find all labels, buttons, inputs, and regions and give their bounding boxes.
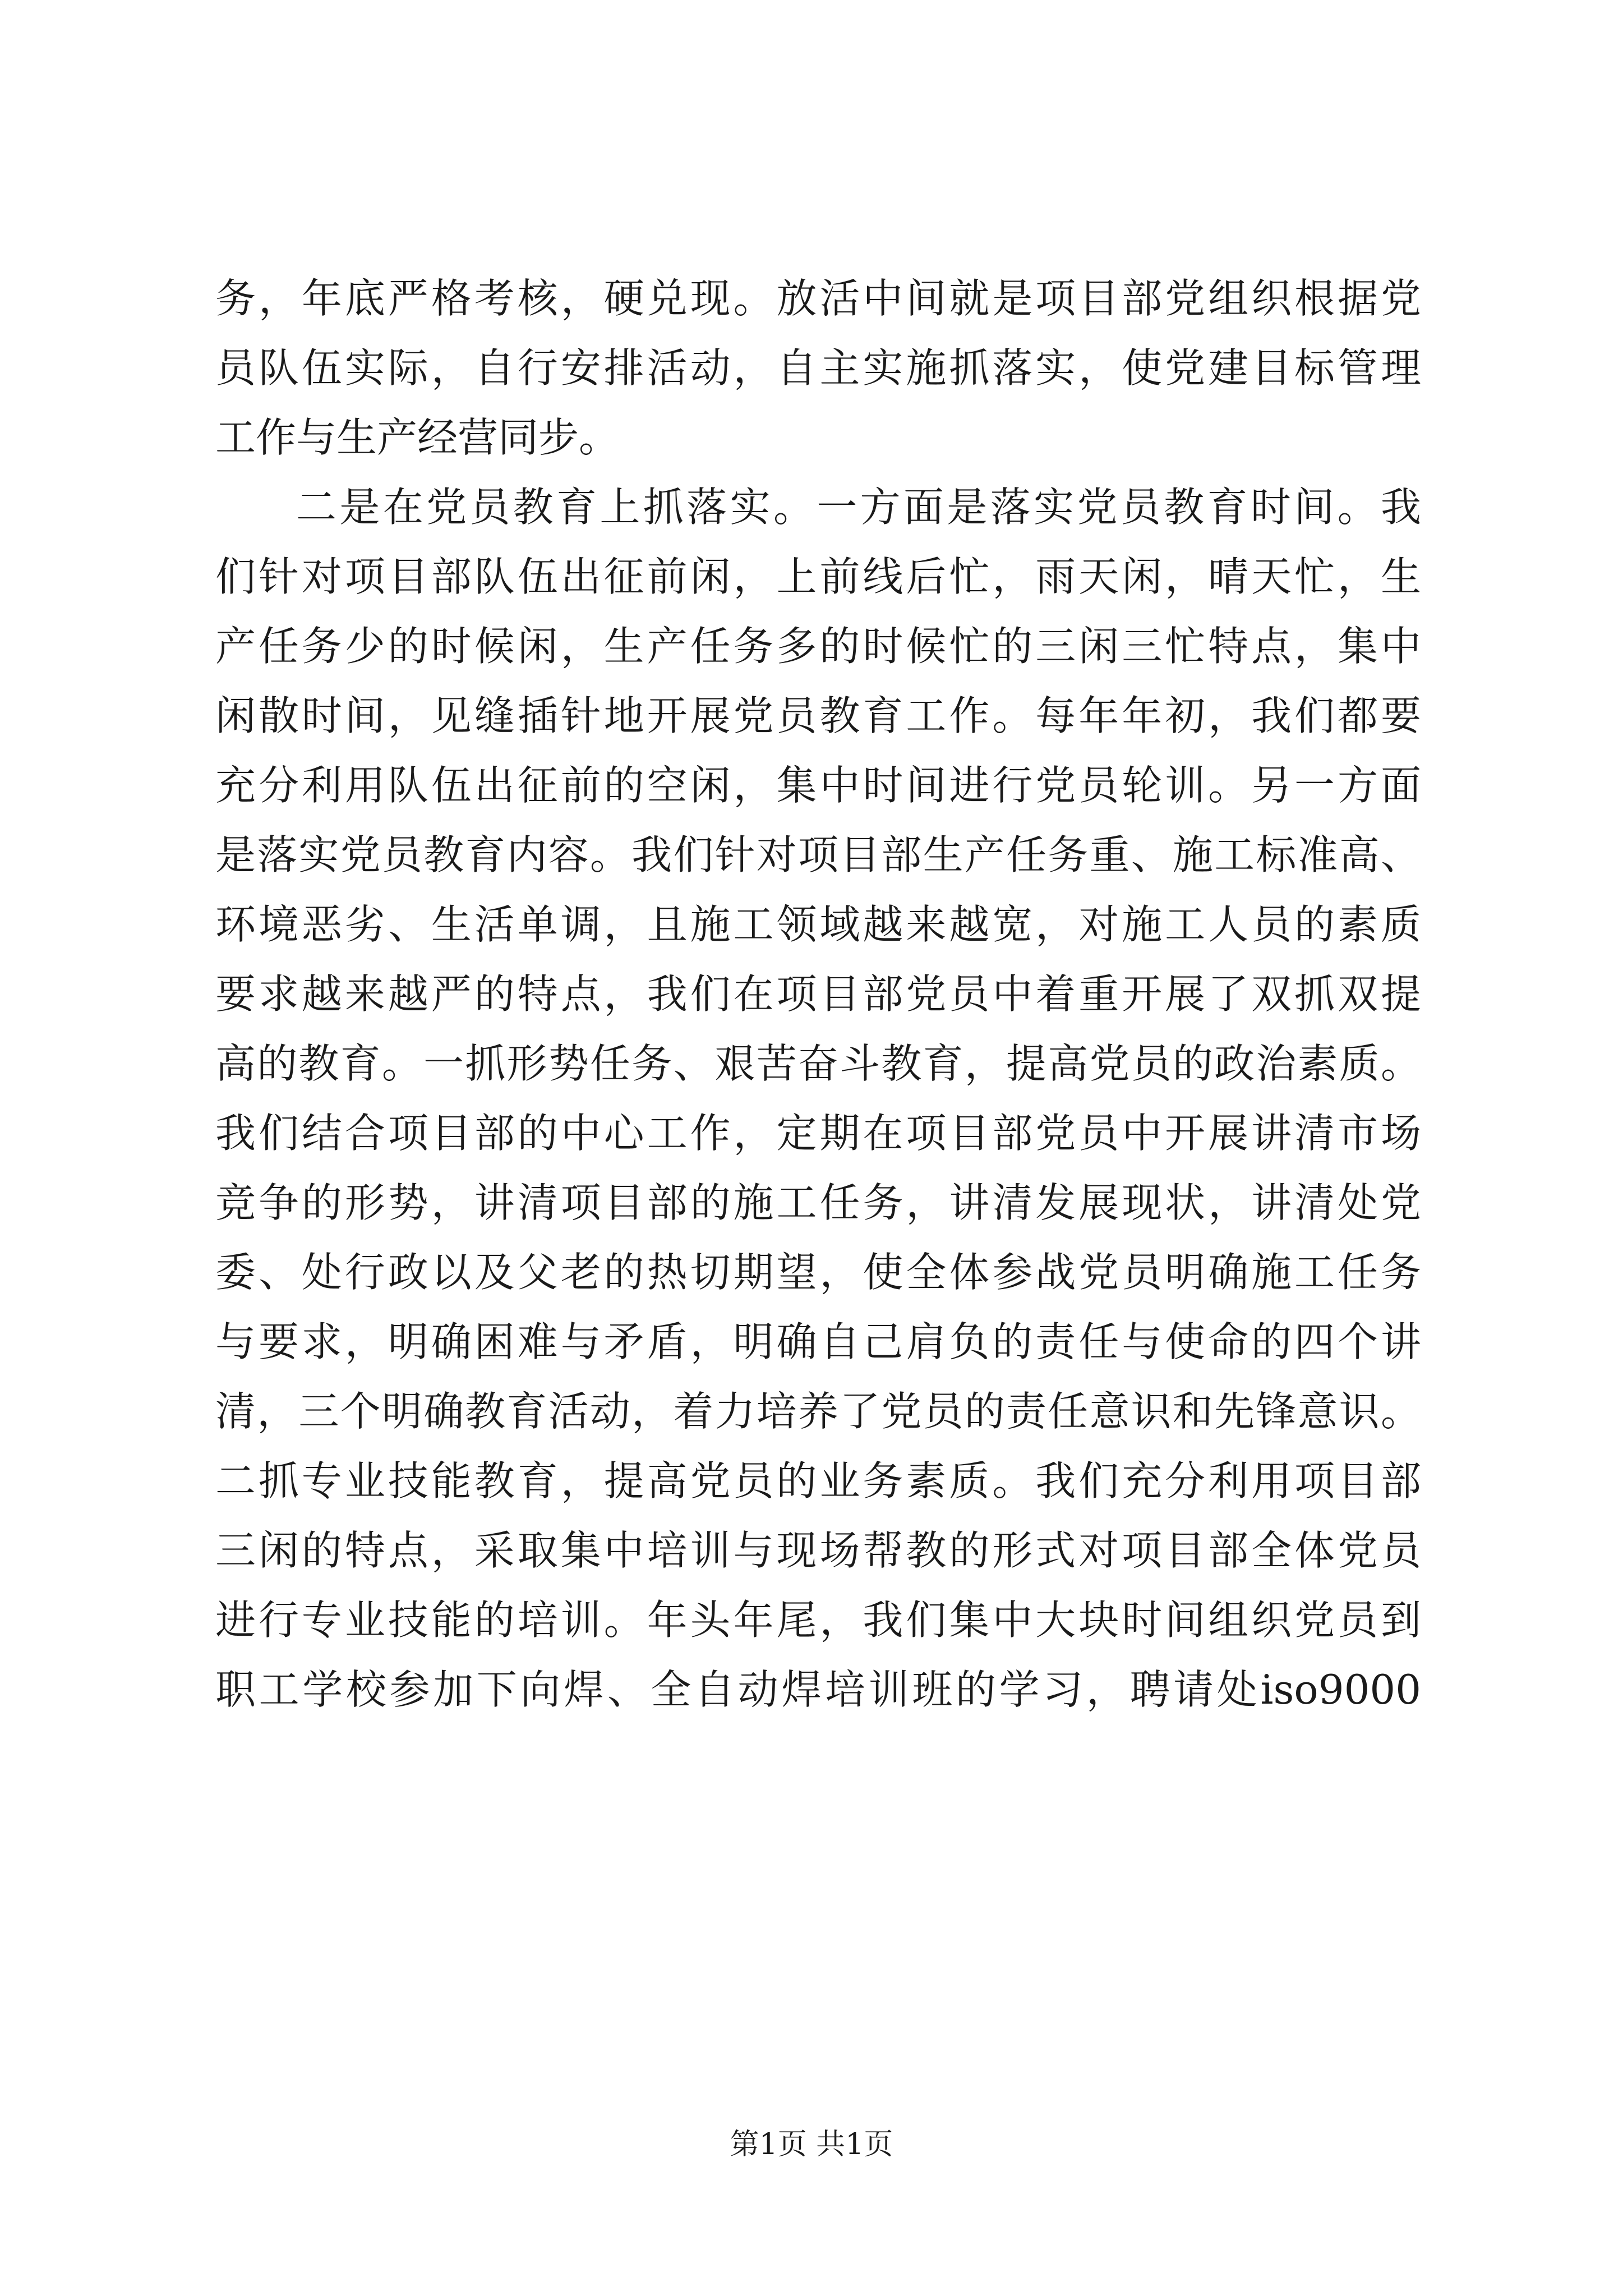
text-line: 三闲的特点，采取集中培训与现场帮教的形式对项目部全体党员	[215, 1527, 1421, 1574]
text-line: 充分利用队伍出征前的空闲，集中时间进行党员轮训。另一方面	[215, 762, 1421, 809]
text-line: 清，三个明确教育活动，着力培养了党员的责任意识和先锋意识。	[215, 1388, 1421, 1435]
page-number: 第1页 共1页	[730, 2128, 893, 2161]
text-line: 职工学校参加下向焊、全自动焊培训班的学习，聘请处iso9000	[215, 1666, 1421, 1713]
text-line: 要求越来越严的特点，我们在项目部党员中着重开展了双抓双提	[215, 970, 1421, 1018]
text-line: 我们结合项目部的中心工作，定期在项目部党员中开展讲清市场	[215, 1110, 1421, 1157]
text-line: 务，年底严格考核，硬兑现。放活中间就是项目部党组织根据党	[215, 275, 1421, 322]
text-line: 环境恶劣、生活单调，且施工领域越来越宽，对施工人员的素质	[215, 901, 1421, 948]
page-footer	[0, 2120, 1623, 2162]
text-line: 二抓专业技能教育，提高党员的业务素质。我们充分利用项目部	[215, 1457, 1421, 1504]
text-line: 们针对项目部队伍出征前闲，上前线后忙，雨天闲，晴天忙，生	[215, 553, 1421, 600]
text-line: 闲散时间，见缝插针地开展党员教育工作。每年年初，我们都要	[215, 692, 1421, 739]
text-line: 进行专业技能的培训。年头年尾，我们集中大块时间组织党员到	[215, 1596, 1421, 1644]
text-line: 二是在党员教育上抓落实。一方面是落实党员教育时间。我	[296, 484, 1421, 531]
text-line: 委、处行政以及父老的热切期望，使全体参战党员明确施工任务	[215, 1249, 1421, 1296]
text-line: 与要求，明确困难与矛盾，明确自己肩负的责任与使命的四个讲	[215, 1318, 1421, 1365]
text-line: 竞争的形势，讲清项目部的施工任务，讲清发展现状，讲清处党	[215, 1179, 1421, 1226]
text-line: 员队伍实际，自行安排活动，自主实施抓落实，使党建目标管理	[215, 344, 1421, 392]
body-text	[215, 264, 1421, 1724]
text-line: 高的教育。一抓形势任务、艰苦奋斗教育，提高党员的政治素质。	[215, 1040, 1421, 1087]
text-line: 工作与生产经营同步。	[215, 414, 620, 461]
text-line: 是落实党员教育内容。我们针对项目部生产任务重、施工标准高、	[215, 831, 1421, 878]
text-line: 产任务少的时候闲，生产任务多的时候忙的三闲三忙特点，集中	[215, 623, 1421, 670]
